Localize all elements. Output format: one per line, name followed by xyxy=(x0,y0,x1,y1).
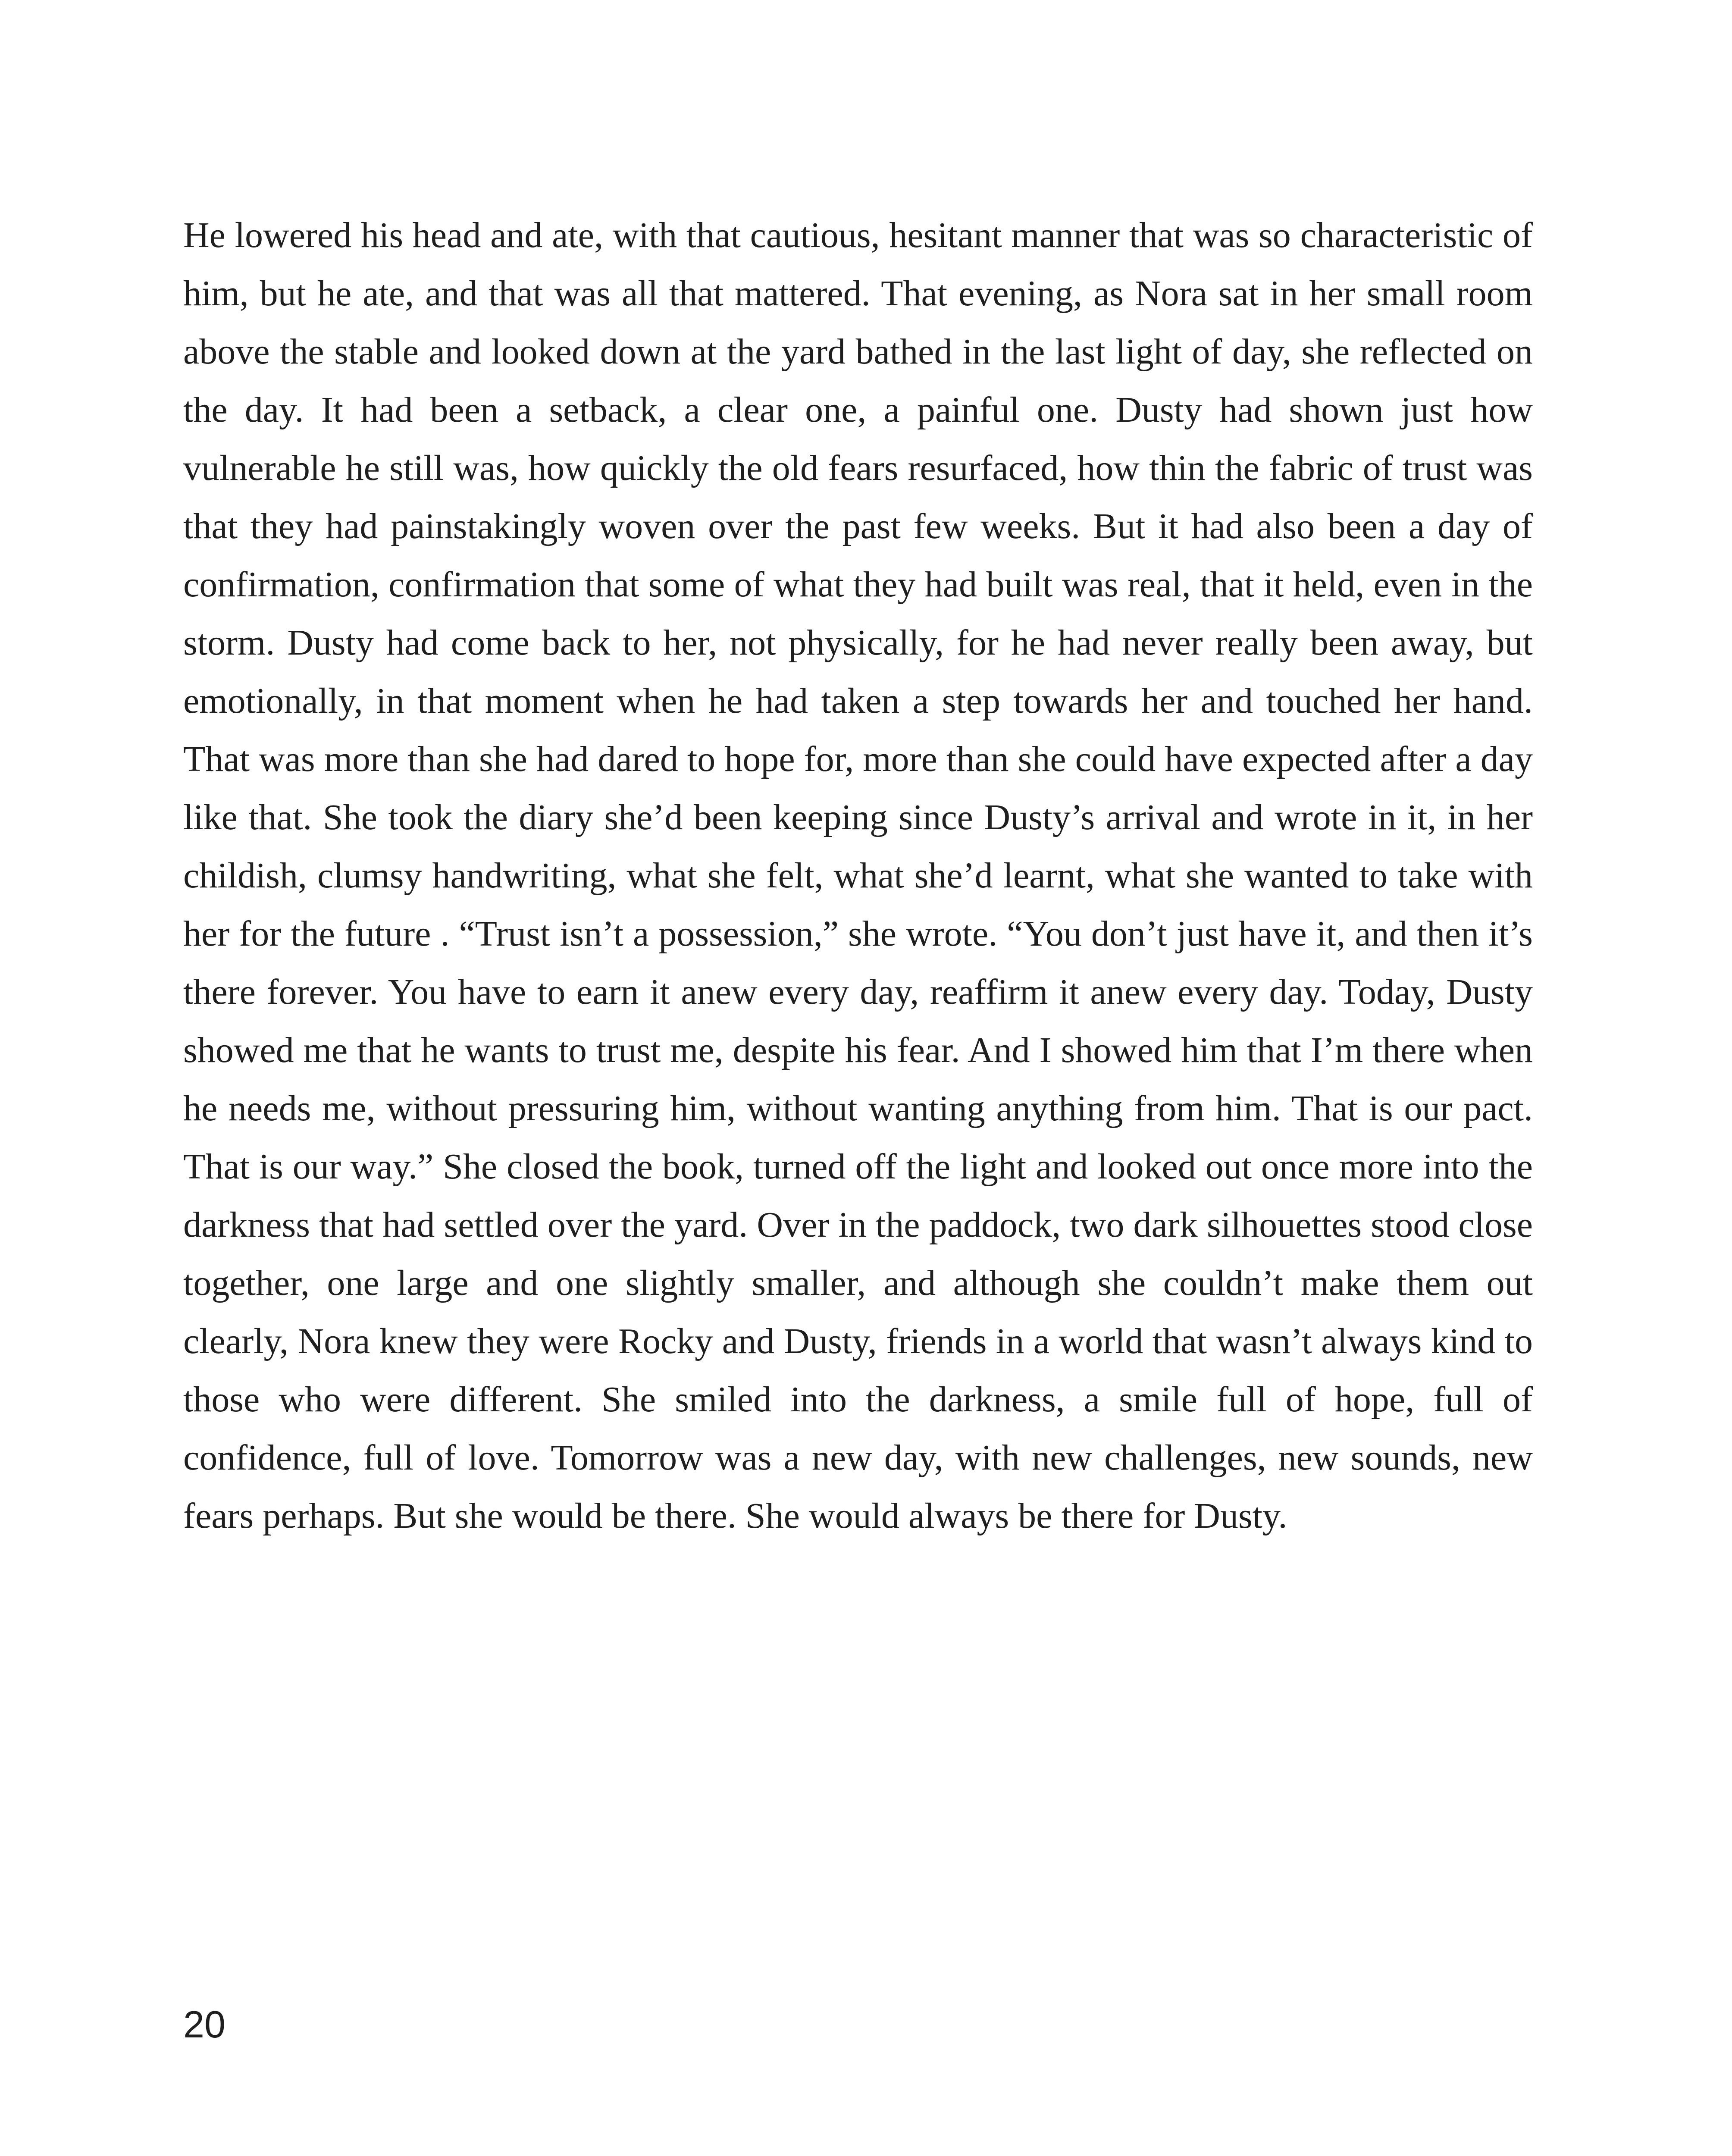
body-paragraph: He lowered his head and ate, with that cautious, hesitant manner that was so characteristic of him, but he ate, and that was all that mattered. That evening, as Nora sat in her small room above the stable and looked down at the yard bathed in the last light of day, she reflected on the day. It had been a setback, a clear one, a painful one. Dusty had shown just how vulnerable he still was, how quickly the old fears resurfaced, how thin the fabric of trust was that they had painstakingly woven over the past few weeks. But it had also been a day of confirmation, confirmation that some of what they had built was real, that it held, even in the storm. Dusty had come back to her, not physically, for he had never really been away, but emotionally, in that moment when he had taken a step towards her and touched her hand. That was more than she had dared to hope for, more than she could have expected after a day like that. She took the diary she’d been keeping since Dusty’s arrival and wrote in it, in her childish, clumsy handwriting, what she felt, what she’d learnt, what she wanted to take with her for the future . “Trust isn’t a possession,” she wrote. “You don’t just have it, and then it’s there forever. You have to earn it anew every day, reaffirm it anew every day. Today, Dusty showed me that he wants to trust me, despite his fear. And I showed him that I’m there when he needs me, without pressuring him, without wanting anything from him. That is our pact. That is our way.” She closed the book, turned off the light and looked out once more into the darkness that had settled over the yard. Over in the paddock, two dark silhouettes stood close together, one large and one slightly smaller, and although she couldn’t make them out clearly, Nora knew they were Rocky and Dusty, friends in a world that wasn’t always kind to those who were different. She smiled into the darkness, a smile full of hope, full of confidence, full of love. Tomorrow was a new day, with new challenges, new sounds, new fears perhaps. But she would be there. She would always be there for Dusty. xyxy=(183,215,1533,1536)
page-number: 20 xyxy=(183,2003,226,2046)
